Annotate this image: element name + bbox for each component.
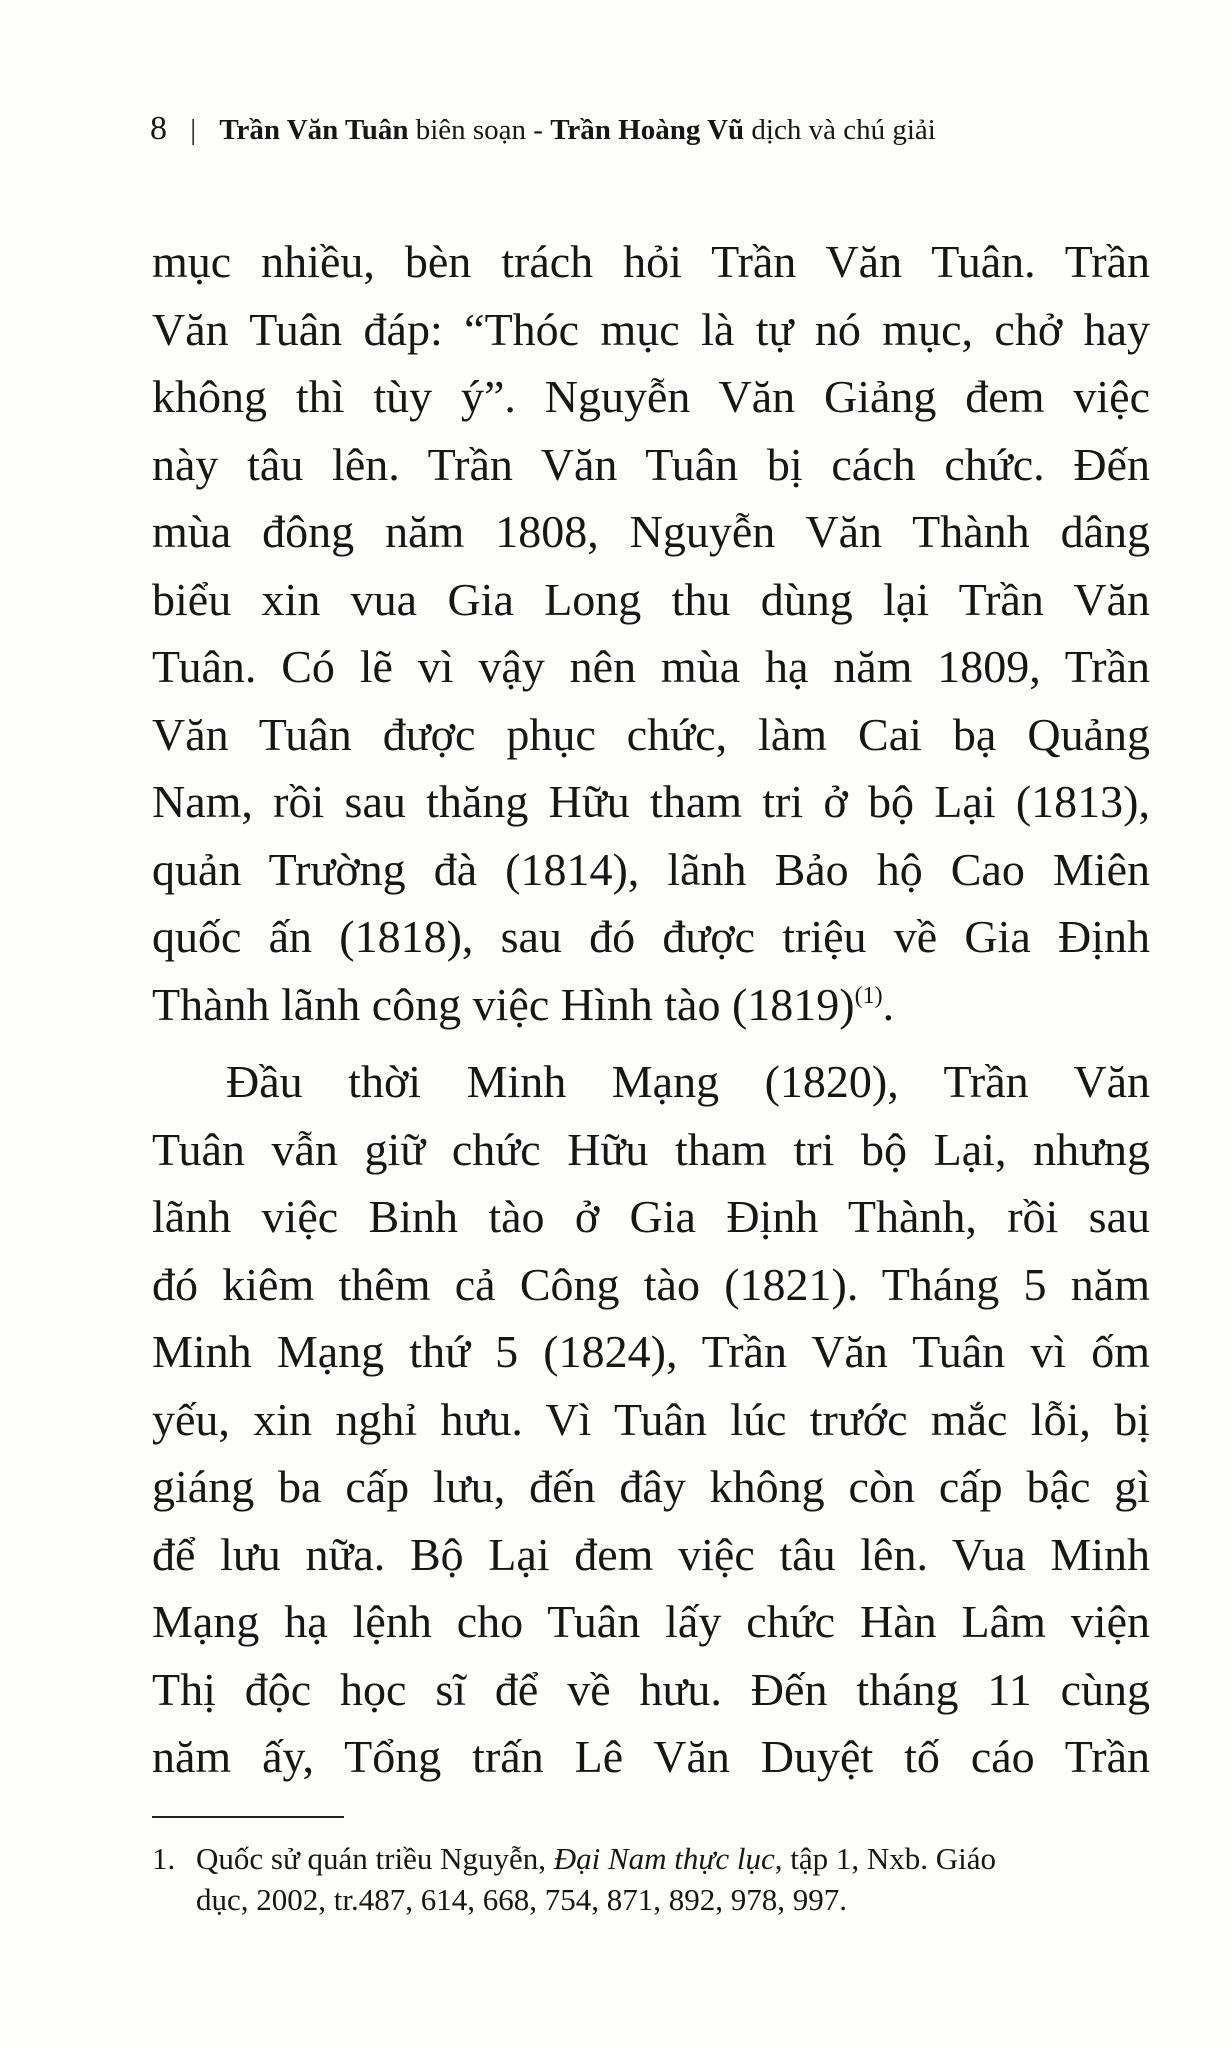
text-line: lãnh việc Binh tào ở Gia Định Thành, rồi sau — [152, 1191, 1150, 1242]
footnote-number: 1. — [152, 1841, 176, 1876]
header-author: Trần Văn Tuân — [219, 114, 409, 146]
header-translator: Trần Hoàng Vũ — [550, 114, 745, 146]
text-line: quốc ấn (1818), sau đó được triệu về Gia Định — [152, 911, 1150, 962]
footnote-line-1 — [196, 1838, 1152, 1879]
text-line: để lưu nữa. Bộ Lại đem việc tâu lên. Vua Minh — [152, 1528, 1150, 1580]
text-line: Minh Mạng thứ 5 (1824), Trần Văn Tuân vì ốm — [152, 1326, 1150, 1377]
text-line: mùa đông năm 1808, Nguyễn Văn Thành dâng — [152, 506, 1150, 557]
text-line: đó kiêm thêm cả Công tào (1821). Tháng 5 năm — [152, 1258, 1150, 1310]
text-line: Tuân. Có lẽ vì vậy nên mùa hạ năm 1809, Trần — [152, 641, 1150, 692]
line-text: Thành lãnh công việc Hình tào (1819) — [152, 978, 855, 1030]
paragraph-1 — [152, 228, 1150, 1038]
page-number: 8 — [150, 110, 167, 147]
text-line: năm ấy, Tổng trấn Lê Văn Duyệt tố cáo Trần — [152, 1731, 1150, 1782]
text-line: mục nhiều, bèn trách hỏi Trần Văn Tuân. Trần — [152, 236, 1150, 287]
running-header — [150, 110, 936, 148]
footnote-divider — [152, 1816, 344, 1818]
text-line — [152, 971, 1150, 1039]
text-line: yếu, xin nghỉ hưu. Vì Tuân lúc trước mắc lỗi, bị — [152, 1393, 1150, 1445]
footnote-text: Quốc sử quán triều Nguyễn, — [196, 1841, 554, 1876]
text-line: Văn Tuân đáp: “Thóc mục là tự nó mục, chở hay — [152, 303, 1150, 355]
header-role-translator: dịch và chú giải — [751, 114, 936, 146]
paragraph-2 — [152, 1048, 1150, 1791]
footnote — [152, 1838, 1152, 1920]
text-line: này tâu lên. Trần Văn Tuân bị cách chức. Đến — [152, 438, 1150, 490]
text-line: biểu xin vua Gia Long thu dùng lại Trần Văn — [152, 573, 1150, 625]
text-line: quản Trường đà (1814), lãnh Bảo hộ Cao Miên — [152, 843, 1150, 895]
footnote-text: , tập 1, Nxb. Giáo — [774, 1841, 996, 1876]
footnote-book-title: Đại Nam thực lục — [553, 1841, 775, 1876]
footnote-line-2: dục, 2002, tr.487, 614, 668, 754, 871, 892, 978, 997. — [196, 1882, 847, 1917]
header-separator: | — [190, 114, 197, 146]
text-line: Nam, rồi sau thăng Hữu tham tri ở bộ Lại (1813), — [152, 776, 1150, 827]
text-line: không thì tùy ý”. Nguyễn Văn Giảng đem việc — [152, 371, 1150, 422]
sentence-end: . — [882, 978, 895, 1030]
body-text — [152, 228, 1150, 1791]
footnote-reference[interactable]: (1) — [854, 982, 883, 1009]
text-line: Thị độc học sĩ để về hưu. Đến tháng 11 cùng — [152, 1663, 1150, 1715]
header-role-compiler: biên soạn - — [415, 114, 543, 146]
text-line: Văn Tuân được phục chức, làm Cai bạ Quảng — [152, 708, 1150, 760]
text-line: Đầu thời Minh Mạng (1820), Trần Văn — [226, 1056, 1150, 1107]
text-line: giáng ba cấp lưu, đến đây không còn cấp bậc gì — [152, 1461, 1150, 1512]
text-line: Tuân vẫn giữ chức Hữu tham tri bộ Lại, nhưng — [152, 1123, 1150, 1175]
text-line: Mạng hạ lệnh cho Tuân lấy chức Hàn Lâm viện — [152, 1596, 1150, 1647]
